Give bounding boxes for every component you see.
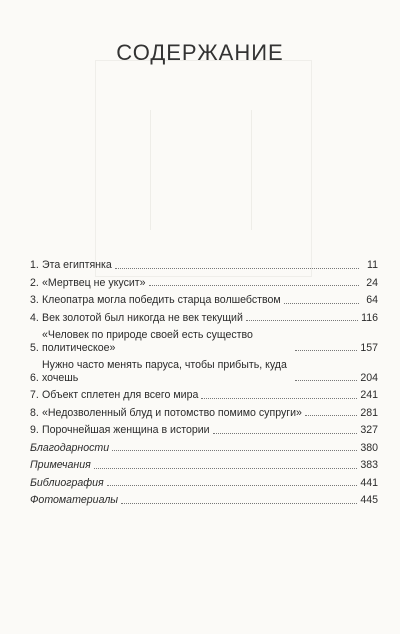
- toc-page: 383: [360, 459, 378, 471]
- toc-page: 380: [360, 441, 378, 454]
- dot-leader: [112, 450, 357, 451]
- table-of-contents: [30, 259, 378, 512]
- dot-leader: [107, 485, 358, 486]
- toc-entry: [30, 294, 378, 307]
- toc-page: 157: [360, 341, 378, 354]
- toc-entry: [30, 312, 378, 325]
- toc-text: Эта египтянка: [42, 259, 112, 271]
- toc-text: Примечания: [30, 459, 91, 471]
- toc-entry: [30, 259, 378, 272]
- toc-number: 4.: [30, 311, 39, 324]
- toc-page: 64: [366, 294, 378, 306]
- toc-number: 7.: [30, 389, 39, 401]
- toc-page: 116: [361, 311, 378, 324]
- dot-leader: [284, 303, 359, 304]
- page-title: СОДЕРЖАНИЕ: [116, 40, 284, 65]
- toc-text: «Недозволенный блуд и потомство помимо супруги»: [42, 406, 302, 419]
- toc-page: 281: [360, 406, 378, 419]
- toc-number: 5.: [30, 341, 39, 354]
- toc-text: Библиография: [30, 476, 104, 489]
- toc-page: 204: [360, 371, 378, 384]
- dot-leader: [246, 320, 358, 321]
- toc-entry: [30, 389, 378, 402]
- toc-number: 2.: [30, 276, 39, 289]
- dot-leader: [121, 503, 357, 504]
- dot-leader: [94, 468, 358, 469]
- toc-text: Благодарности: [30, 441, 110, 454]
- toc-text: «Мертвец не укусит»: [42, 276, 146, 289]
- toc-text: Фотоматериалы: [30, 494, 119, 506]
- toc-text: Век золотой был никогда не век текущий: [42, 311, 243, 324]
- toc-text: Нужно часто менять паруса, чтобы прибыть, куда хочешь: [42, 359, 287, 384]
- toc-number: 6.: [30, 371, 39, 384]
- toc-text: «Человек по природе своей есть существо политическое»: [42, 329, 253, 354]
- dot-leader: [305, 415, 357, 416]
- dot-leader: [213, 433, 358, 434]
- toc-entry: [30, 407, 378, 420]
- dot-leader: [295, 350, 357, 351]
- toc-entry: [30, 494, 378, 507]
- dot-leader: [149, 285, 359, 286]
- toc-number: 9.: [30, 424, 39, 436]
- toc-entry: [30, 277, 378, 290]
- toc-entry: [30, 424, 378, 437]
- toc-page: 441: [360, 476, 378, 489]
- toc-entry: [30, 442, 378, 455]
- toc-page: 24: [366, 276, 378, 289]
- toc-page: 11: [367, 259, 378, 271]
- toc-page: 241: [360, 389, 378, 401]
- toc-page: 445: [360, 494, 378, 506]
- toc-text: Клеопатра могла победить старца волшебством: [42, 294, 281, 306]
- toc-text: Объект сплетен для всего мира: [42, 389, 199, 401]
- toc-page: 327: [360, 424, 378, 436]
- dot-leader: [115, 268, 359, 269]
- toc-text: Порочнейшая женщина в истории: [42, 424, 210, 436]
- toc-entry: [30, 477, 378, 490]
- toc-number: 1.: [30, 259, 39, 271]
- bleed-through-detail: [150, 110, 252, 230]
- dot-leader: [295, 380, 357, 381]
- toc-entry: [30, 329, 378, 354]
- dot-leader: [201, 398, 357, 399]
- toc-entry: [30, 459, 378, 472]
- toc-number: 3.: [30, 294, 39, 306]
- toc-entry: [30, 359, 378, 384]
- toc-number: 8.: [30, 406, 39, 419]
